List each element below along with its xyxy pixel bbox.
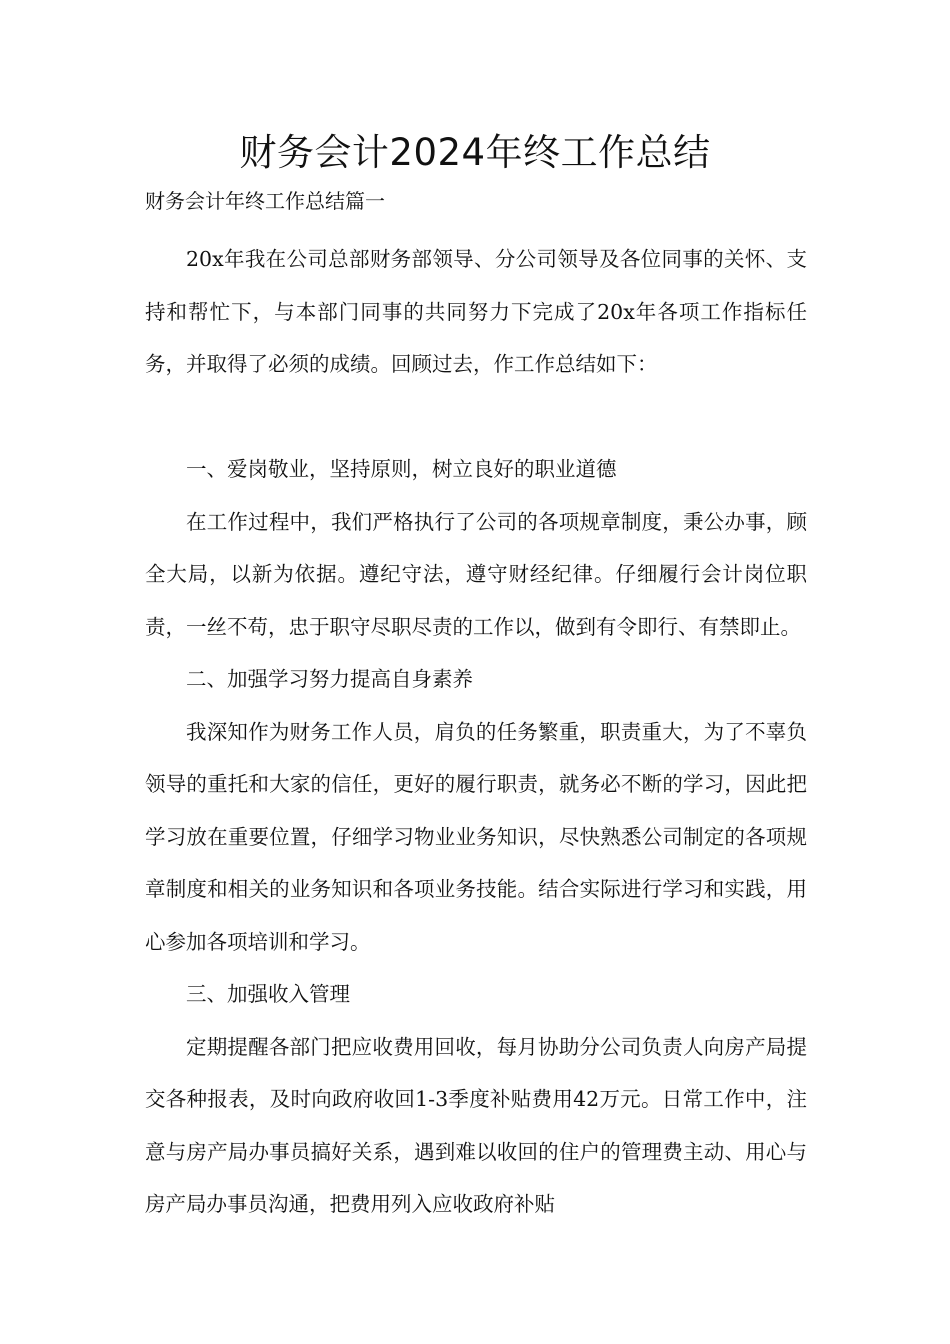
section-heading-1: 一、爱岗敬业，坚持原则，树立良好的职业道德 bbox=[186, 457, 617, 481]
paragraph-section-1: 在工作过程中，我们严格执行了公司的各项规章制度，秉公办事，顾全大局，以新为依据。遵纪守法，遵守财经纪律。仔细履行会计岗位职责，一丝不苟，忠于职守尽职尽责的工作以，做到有令即行、有禁即止。 bbox=[145, 509, 807, 639]
document-title: 财务会计2024年终工作总结 bbox=[239, 131, 711, 174]
paragraph-intro: 20x年我在公司总部财务部领导、分公司领导及各位同事的关怀、支持和帮忙下，与本部门同事的共同努力下完成了20x年各项工作指标任务，并取得了必须的成绩。回顾过去，作工作总结如下： bbox=[145, 247, 807, 376]
paragraph-section-2: 我深知作为财务工作人员，肩负的任务繁重，职责重大，为了不辜负领导的重托和大家的信任，更好的履行职责，就务必不断的学习，因此把学习放在重要位置，仔细学习物业业务知识，尽快熟悉公司制定的各项规章制度和相关的业务知识和各项业务技能。结合实际进行学习和实践，用心参加各项培训和学习。 bbox=[145, 719, 807, 954]
blank-line bbox=[145, 391, 807, 444]
paragraph-section-3: 定期提醒各部门把应收费用回收，每月协助分公司负责人向房产局提交各种报表，及时向政府收回1-3季度补贴费用42万元。日常工作中，注意与房产局办事员搞好关系，遇到难以收回的住户的管理费主动、用心与房产局办事员沟通，把费用列入应收政府补贴 bbox=[145, 1034, 807, 1216]
document-body bbox=[145, 233, 807, 1231]
document-subtitle: 财务会计年终工作总结篇一 bbox=[145, 189, 385, 213]
section-heading-3: 三、加强收入管理 bbox=[186, 982, 350, 1006]
section-heading-2: 二、加强学习努力提高自身素养 bbox=[186, 667, 473, 691]
